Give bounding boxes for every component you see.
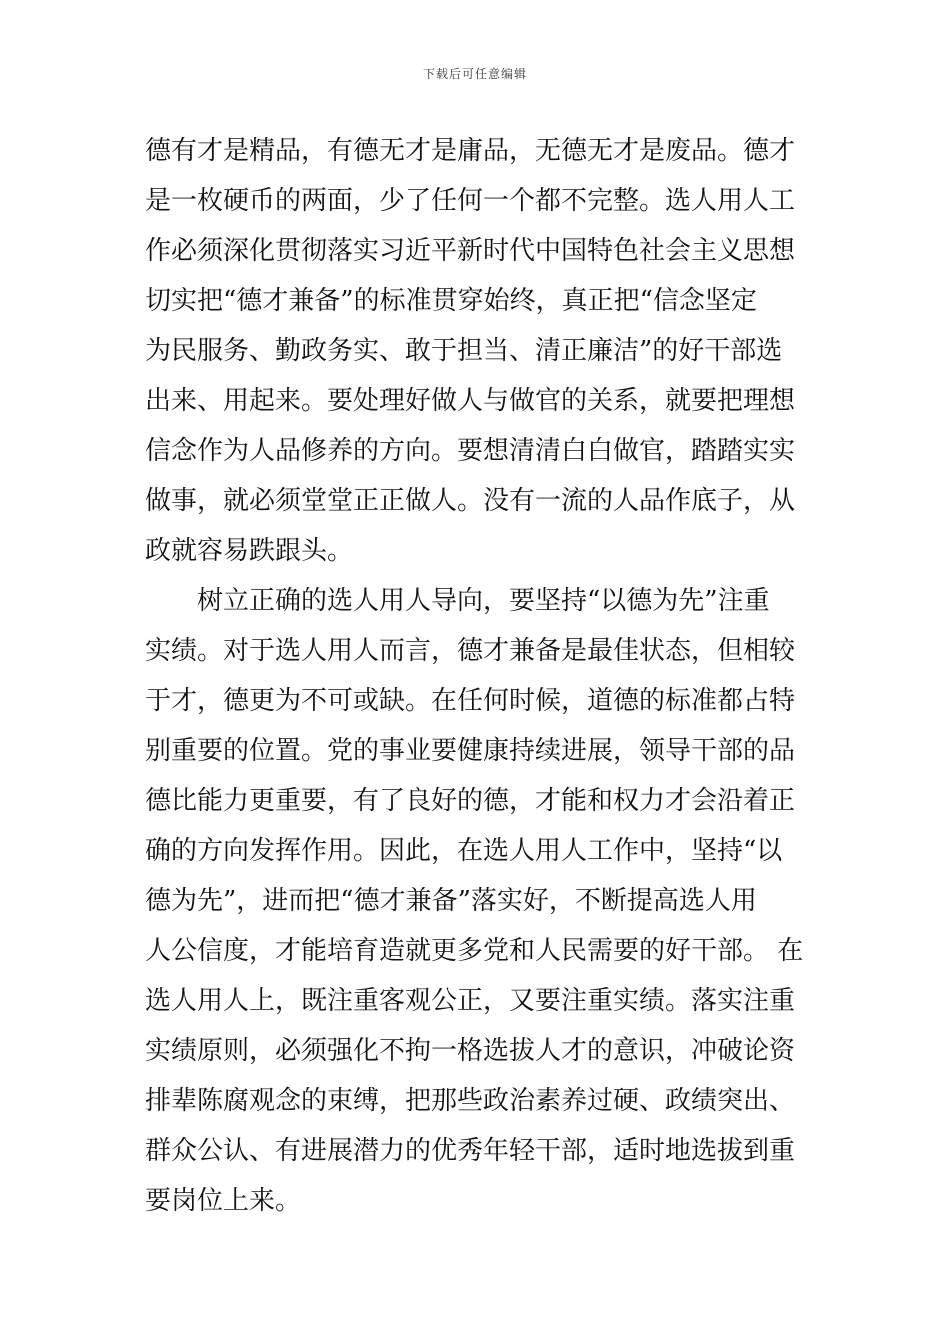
paragraph-2 (145, 576, 805, 1226)
paragraph-line: 实绩原则，必须强化不拘一格选拔人才的意识，冲破论资 (145, 1036, 796, 1066)
paragraph-line: 群众公认、有进展潜力的优秀年轻干部，适时地选拔到重 (145, 1136, 796, 1166)
paragraph-line: 德有才是精品，有德无才是庸品，无德无才是废品。德才 (145, 136, 796, 166)
paragraph-line: 实绩。对于选人用人而言，德才兼备是最佳状态，但相较 (145, 636, 796, 666)
document-body (145, 126, 805, 1226)
paragraph-1 (145, 126, 805, 576)
paragraph-line: 德为先”，进而把“德才兼备”落实好，不断提高选人用 (145, 886, 757, 916)
paragraph-line: 排辈陈腐观念的束缚，把那些政治素养过硬、政绩突出、 (145, 1086, 796, 1116)
page-header: 下载后可任意编辑 (422, 67, 527, 81)
paragraph-line: 是一枚硬币的两面，少了任何一个都不完整。选人用人工 (145, 186, 796, 216)
paragraph-line: 别重要的位置。党的事业要健康持续进展，领导干部的品 (145, 736, 796, 766)
paragraph-line: 做事，就必须堂堂正正做人。没有一流的人品作底子，从 (145, 486, 796, 516)
paragraph-line: 出来、用起来。要处理好做人与做官的关系，就要把理想 (145, 386, 796, 416)
paragraph-line: 选人用人上，既注重客观公正，又要注重实绩。落实注重 (145, 986, 796, 1016)
paragraph-line: 德比能力更重要，有了良好的德，才能和权力才会沿着正 (145, 786, 796, 816)
paragraph-line: 于才，德更为不可或缺。在任何时候，道德的标准都占特 (145, 686, 796, 716)
paragraph-line: 信念作为人品修养的方向。要想清清白白做官，踏踏实实 (145, 436, 796, 466)
paragraph-line: 人公信度，才能培育造就更多党和人民需要的好干部。 在 (145, 936, 804, 966)
paragraph-line: 为民服务、勤政务实、敢于担当、清正廉洁”的好干部选 (145, 336, 783, 366)
paragraph-line: 确的方向发挥作用。因此，在选人用人工作中，坚持“以 (145, 836, 783, 866)
paragraph-line: 切实把“德才兼备”的标准贯穿始终，真正把“信念坚定 (145, 286, 757, 316)
paragraph-line: 树立正确的选人用人导向，要坚持“以德为先”注重 (197, 586, 770, 616)
paragraph-line: 政就容易跌跟头。 (145, 536, 354, 566)
paragraph-line: 要岗位上来。 (145, 1186, 302, 1216)
paragraph-line: 作必须深化贯彻落实习近平新时代中国特色社会主义思想 (145, 236, 796, 266)
